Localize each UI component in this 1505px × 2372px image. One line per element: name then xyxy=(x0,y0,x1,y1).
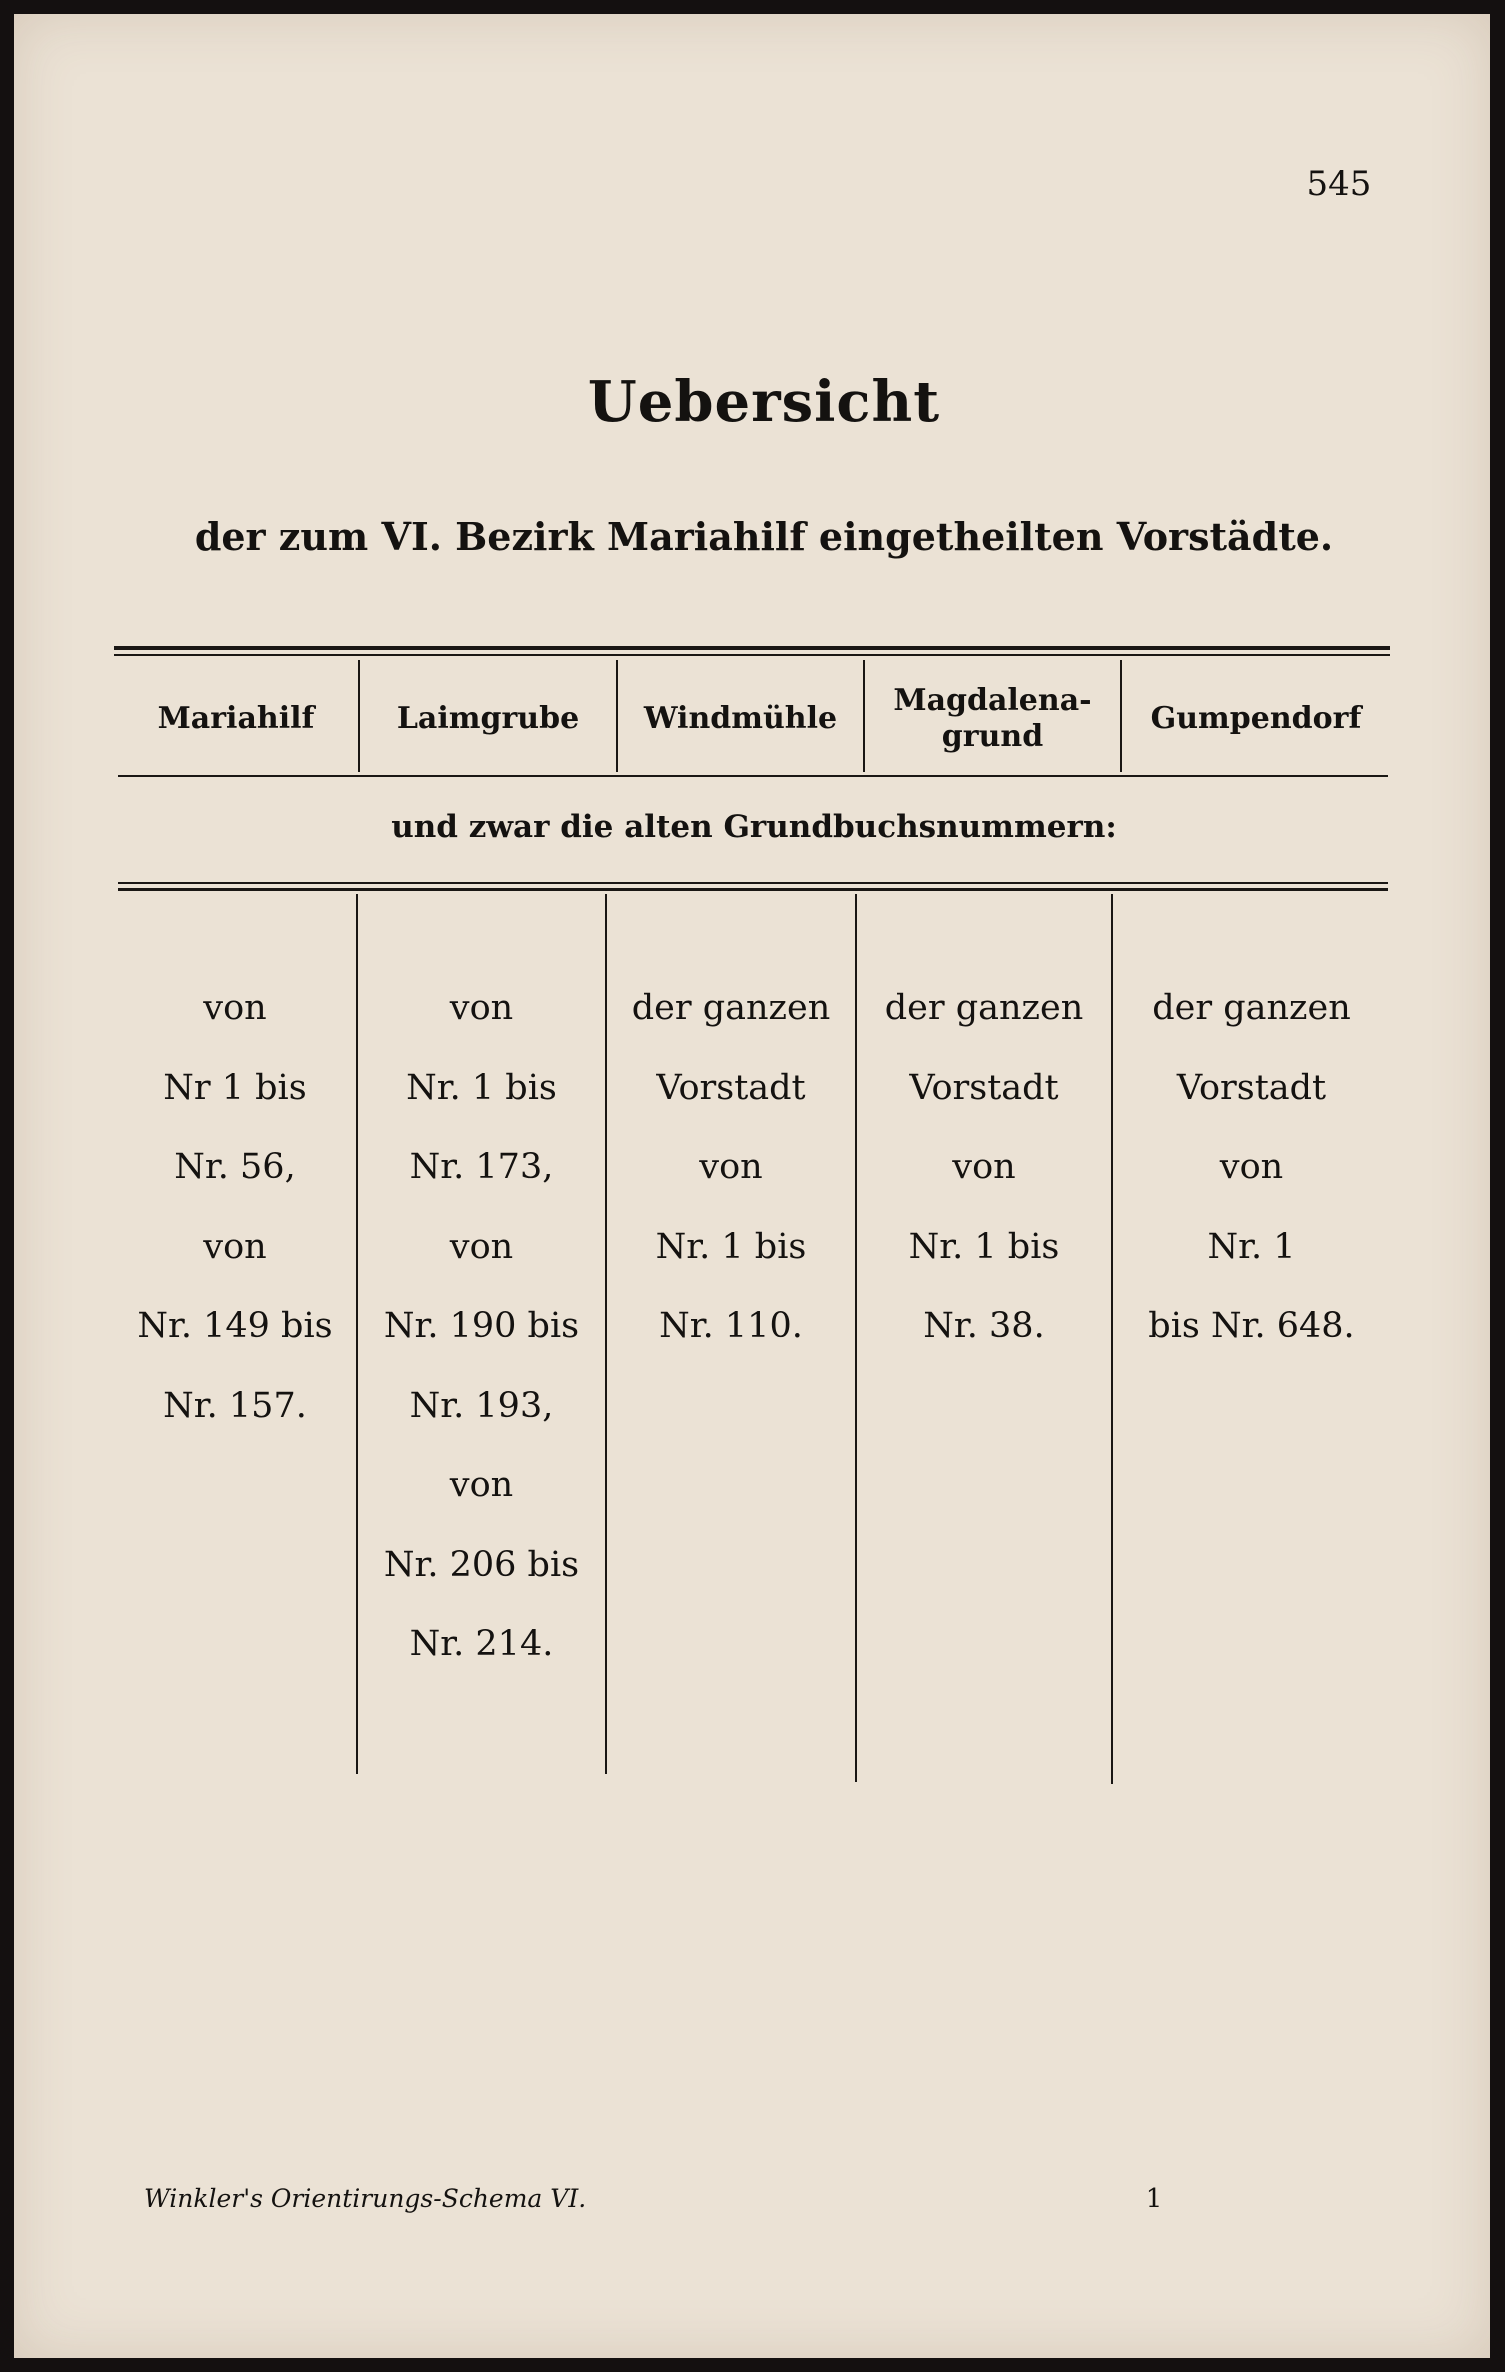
column-entries-laimgrube xyxy=(358,969,605,1685)
entry-line: von xyxy=(952,1147,1016,1187)
column-header-label-line2: grund xyxy=(941,719,1044,754)
entry-line: Nr. 206 bis xyxy=(383,1544,580,1585)
entry-line: von xyxy=(449,988,514,1028)
column-header-windmuehle xyxy=(618,664,863,774)
entry-line: Nr. 190 bis xyxy=(383,1306,580,1346)
entry-line: Nr. 1 bis xyxy=(908,1226,1060,1267)
table-note: und zwar die alten Grundbuchsnummern: xyxy=(391,809,1117,845)
entry-line: Nr. 38. xyxy=(923,1306,1045,1346)
column-entries-gumpendorf xyxy=(1113,969,1390,1367)
entry-line: Nr. 1 bis xyxy=(655,1226,807,1267)
column-header-label: Mariahilf xyxy=(157,701,315,736)
entry-line: von xyxy=(203,1226,267,1267)
entry-line: Nr. 1 bis xyxy=(406,1067,557,1108)
entry-line: Nr. 110. xyxy=(659,1306,803,1346)
column-header-label-line1: Magdalena- xyxy=(893,683,1092,718)
entry-line: Vorstadt xyxy=(656,1067,806,1108)
entry-line: Nr. 56, xyxy=(174,1147,296,1187)
column-header-label: Gumpendorf xyxy=(1150,701,1362,736)
column-entries-magdalenagrund xyxy=(857,969,1111,1367)
entry-line: von xyxy=(449,1226,514,1267)
page-title: Uebersicht xyxy=(587,369,941,435)
footer-imprint: Winkler's Orientirungs-Schema VI. xyxy=(144,2184,587,2213)
entry-line: von xyxy=(203,988,267,1028)
column-entries-mariahilf xyxy=(114,969,356,1446)
entry-line: Nr 1 bis xyxy=(163,1067,307,1108)
entry-line: von xyxy=(449,1465,514,1505)
entry-line: Nr. 193, xyxy=(409,1385,554,1426)
entry-line: bis Nr. 648. xyxy=(1148,1306,1355,1346)
column-entries-windmuehle xyxy=(607,969,855,1367)
entry-line: Nr. 149 bis xyxy=(137,1306,333,1346)
entry-line: der ganzen xyxy=(884,988,1084,1028)
entry-line: der ganzen xyxy=(1152,988,1351,1028)
entry-line: Nr. 214. xyxy=(409,1624,554,1664)
column-header-mariahilf xyxy=(114,664,358,774)
document-page xyxy=(14,14,1490,2358)
footer-signature-mark: 1 xyxy=(1145,2184,1163,2214)
column-header-label: Windmühle xyxy=(643,701,838,736)
table-top-rule-thick xyxy=(114,646,1390,650)
entry-line: Nr. 173, xyxy=(409,1147,554,1187)
note-bottom-rule-thin xyxy=(118,882,1388,884)
header-bottom-rule xyxy=(118,775,1388,777)
entry-line: von xyxy=(699,1147,763,1187)
entry-line: Nr. 157. xyxy=(163,1385,307,1426)
column-header-magdalenagrund xyxy=(865,664,1120,774)
entry-line: der ganzen xyxy=(631,988,831,1028)
page-subtitle: der zum VI. Bezirk Mariahilf eingetheilten Vorstädte. xyxy=(194,514,1334,559)
entry-line: Vorstadt xyxy=(909,1067,1059,1108)
entry-line: Nr. 1 xyxy=(1207,1226,1296,1267)
entry-line: Vorstadt xyxy=(1176,1067,1327,1108)
column-header-laimgrube xyxy=(360,664,616,774)
column-header-label: Laimgrube xyxy=(396,701,580,736)
entry-line: von xyxy=(1219,1147,1284,1187)
column-header-gumpendorf xyxy=(1122,664,1390,774)
table-top-rule-thin xyxy=(114,654,1390,656)
note-bottom-rule-thick xyxy=(118,888,1388,891)
page-number: 545 xyxy=(1306,164,1372,204)
